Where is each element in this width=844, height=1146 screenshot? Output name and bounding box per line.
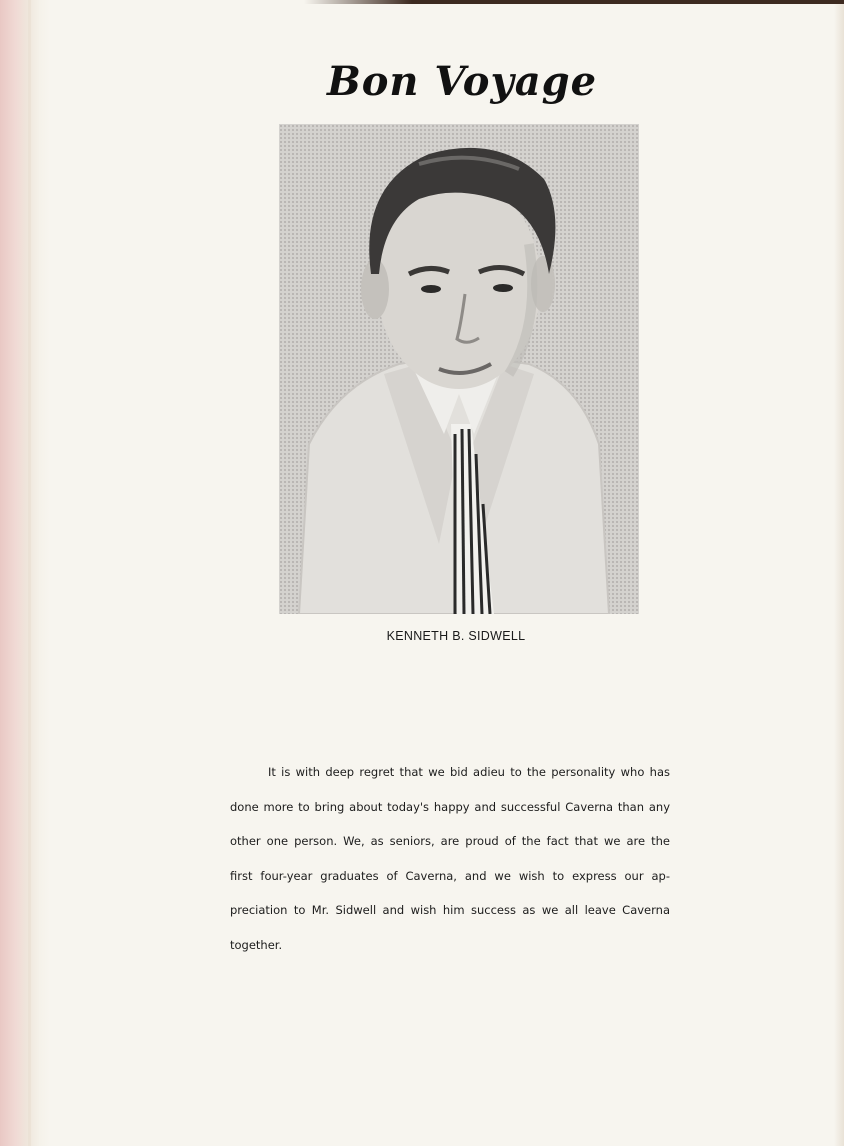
photo-caption: KENNETH B. SIDWELL bbox=[386, 629, 526, 643]
paragraph-line: done more to bring about today's happy and successful Caverna than any bbox=[230, 799, 670, 814]
paragraph-line: first four-year graduates of Caverna, and we wish to express our ap- bbox=[230, 868, 670, 883]
page-title: Bon Voyage bbox=[326, 58, 598, 105]
paragraph-line: other one person. We, as seniors, are proud of the fact that we are the bbox=[230, 834, 670, 848]
top-edge-rule bbox=[304, 0, 844, 4]
farewell-paragraph bbox=[230, 755, 670, 962]
right-page-edge bbox=[834, 4, 844, 1146]
portrait-photo bbox=[279, 124, 639, 614]
paragraph-line: together. bbox=[230, 937, 283, 952]
page-binding-edge bbox=[0, 0, 50, 1146]
paragraph-line: preciation to Mr. Sidwell and wish him success as we all leave Caverna bbox=[230, 903, 670, 917]
binding-shadow bbox=[28, 0, 31, 1146]
paragraph-line: It is with deep regret that we bid adieu to the personality who has bbox=[268, 765, 670, 779]
portrait-illustration bbox=[279, 124, 639, 614]
